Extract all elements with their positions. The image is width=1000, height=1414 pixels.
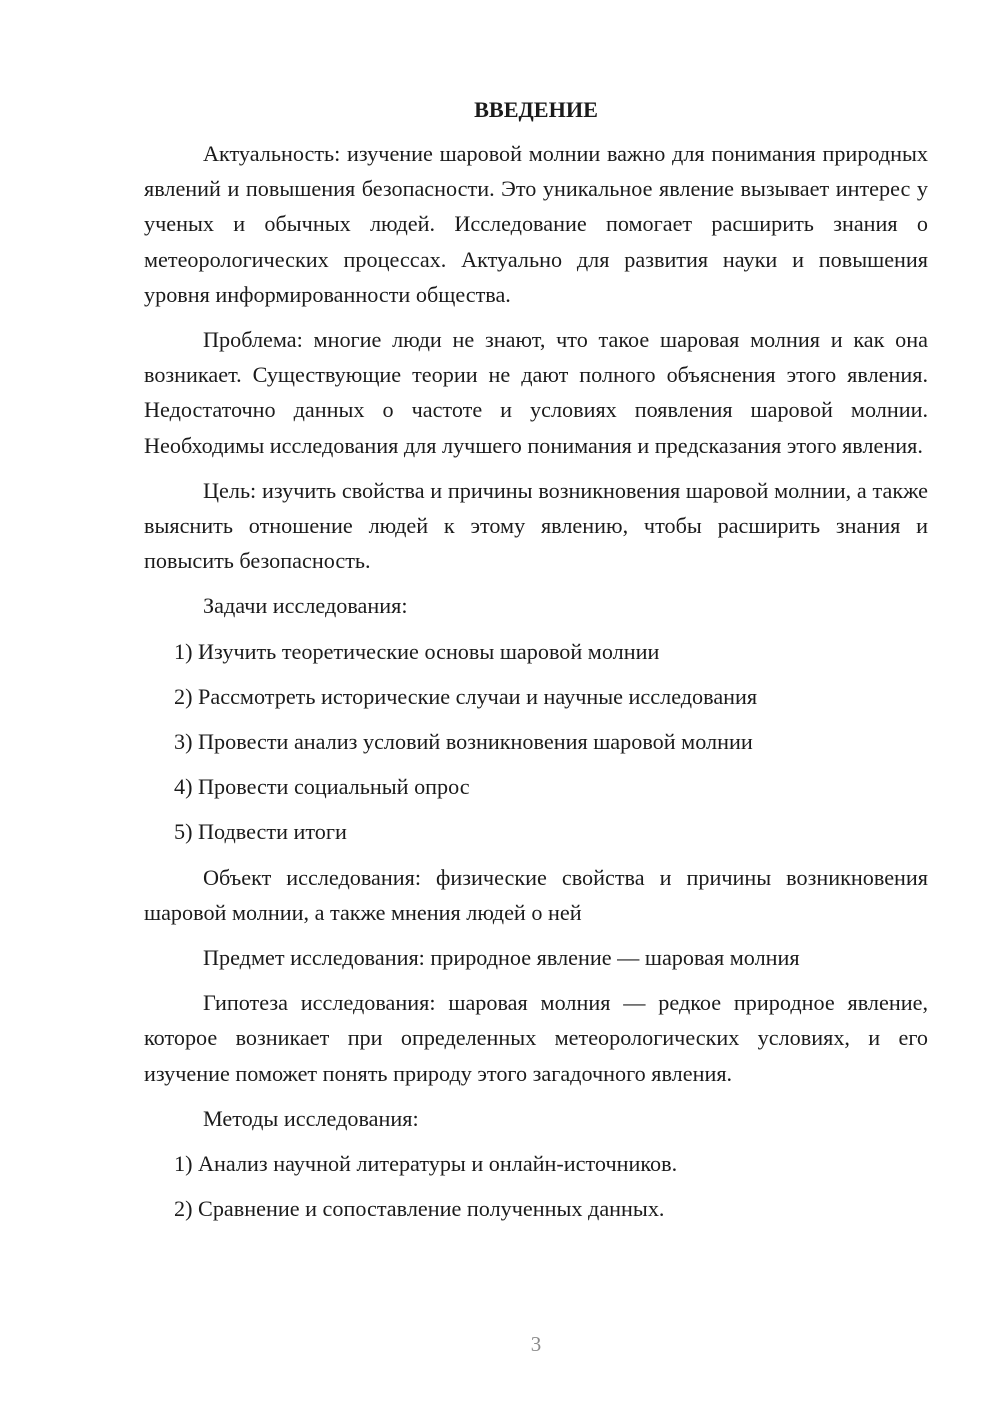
list-item: 1) Изучить теоретические основы шаровой молнии (174, 638, 660, 664)
list-item: 2) Рассмотреть исторические случаи и научные исследования (174, 683, 758, 709)
methods-list (144, 1146, 928, 1226)
object-paragraph: Объект исследования: физические свойства и причины возникновения шаровой молнии, а также мнения людей о ней (144, 864, 928, 925)
goal-paragraph: Цель: изучить свойства и причины возникновения шаровой молнии, а также выяснить отношение людей к этому явлению, чтобы расширить знания и повысить безопасность. (144, 477, 928, 574)
relevance-paragraph: Актуальность: изучение шаровой молнии важно для понимания природных явлений и повышения безопасности. Это уникальное явление вызывает интерес у ученых и обычных людей. Исследование помогает расширить знания о метеорологических процессах. Актуально для развития науки и повышения уровня информированности общества. (144, 141, 928, 307)
list-item: 2) Сравнение и сопоставление полученных данных. (174, 1196, 665, 1222)
document-page (144, 94, 928, 1236)
subject-paragraph: Предмет исследования: природное явление — шаровая молния (203, 945, 800, 971)
list-item: 4) Провести социальный опрос (174, 774, 470, 800)
hypothesis-paragraph: Гипотеза исследования: шаровая молния — редкое природное явление, которое возникает при определенных метеорологических условиях, и его изучение поможет понять природу этого загадочного явления. (144, 990, 928, 1086)
tasks-list (144, 634, 928, 850)
list-item: 3) Провести анализ условий возникновения шаровой молнии (174, 729, 753, 755)
list-item: 1) Анализ научной литературы и онлайн-источников. (174, 1151, 678, 1177)
problem-paragraph: Проблема: многие люди не знают, что такое шаровая молния и как она возникает. Существующие теории не дают полного объяснения этого явления. Недостаточно данных о частоте и условиях появления шаровой молнии. Необходимы исследования для лучшего понимания и предсказания этого явления. (144, 327, 928, 458)
methods-heading: Методы исследования: (203, 1105, 419, 1131)
section-heading: ВВЕДЕНИЕ (474, 97, 598, 122)
tasks-heading: Задачи исследования: (203, 593, 408, 619)
list-item: 5) Подвести итоги (174, 819, 347, 845)
page-number: 3 (530, 1332, 542, 1356)
